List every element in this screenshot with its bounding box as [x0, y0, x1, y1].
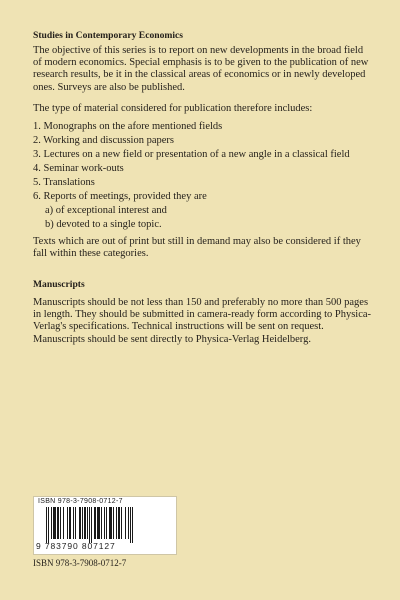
- types-item: 1. Monographs on the afore mentioned fields: [33, 121, 223, 133]
- types-item: 6. Reports of meetings, provided they are: [33, 191, 207, 203]
- types-list: [33, 120, 373, 232]
- barcode-isbn-top: ISBN 978-3-7908-0712-7: [38, 498, 123, 505]
- types-subitems: [33, 204, 373, 232]
- types-intro: The type of material considered for publication therefore includes:: [33, 102, 313, 114]
- barcode-digits: 9 783790 807127: [36, 541, 116, 551]
- subtypes-list: [33, 204, 373, 232]
- series-section: [33, 30, 373, 260]
- barcode-label: [33, 496, 177, 555]
- barcode-icon: [46, 507, 164, 543]
- manuscripts-text: Manuscripts should be not less than 150 and preferably no more than 500 pages in length. They should be submitted in camera-ready form according to Physica-Verlag's specifications. Technical instructions will be sent on request. Manuscripts should be sent directly to Physica-Verlag Heidelberg.: [33, 297, 372, 345]
- isbn-text: ISBN 978-3-7908-0712-7: [33, 558, 127, 568]
- subtypes-item: b) devoted to a single topic.: [45, 219, 162, 231]
- types-item: 4. Seminar work-outs: [33, 163, 124, 175]
- subtypes-item: a) of exceptional interest and: [45, 205, 167, 217]
- manuscripts-section: [33, 279, 373, 346]
- types-item: 3. Lectures on a new field or presentation of a new angle in a classical field: [33, 149, 350, 161]
- series-heading: Studies in Contemporary Economics: [33, 30, 184, 41]
- manuscripts-heading: Manuscripts: [33, 279, 85, 290]
- types-item: 2. Working and discussion papers: [33, 135, 174, 147]
- types-item: 5. Translations: [33, 177, 95, 189]
- out-of-print-note: Texts which are out of print but still in demand may also be considered if they fall within these categories.: [33, 236, 361, 260]
- series-objective: The objective of this series is to report on new developments in the broad field of modern economics. Special emphasis is to be given to the publication of new research results, be it in the classical areas of economics or in newly developed ones. Surveys are also be published.: [33, 45, 369, 93]
